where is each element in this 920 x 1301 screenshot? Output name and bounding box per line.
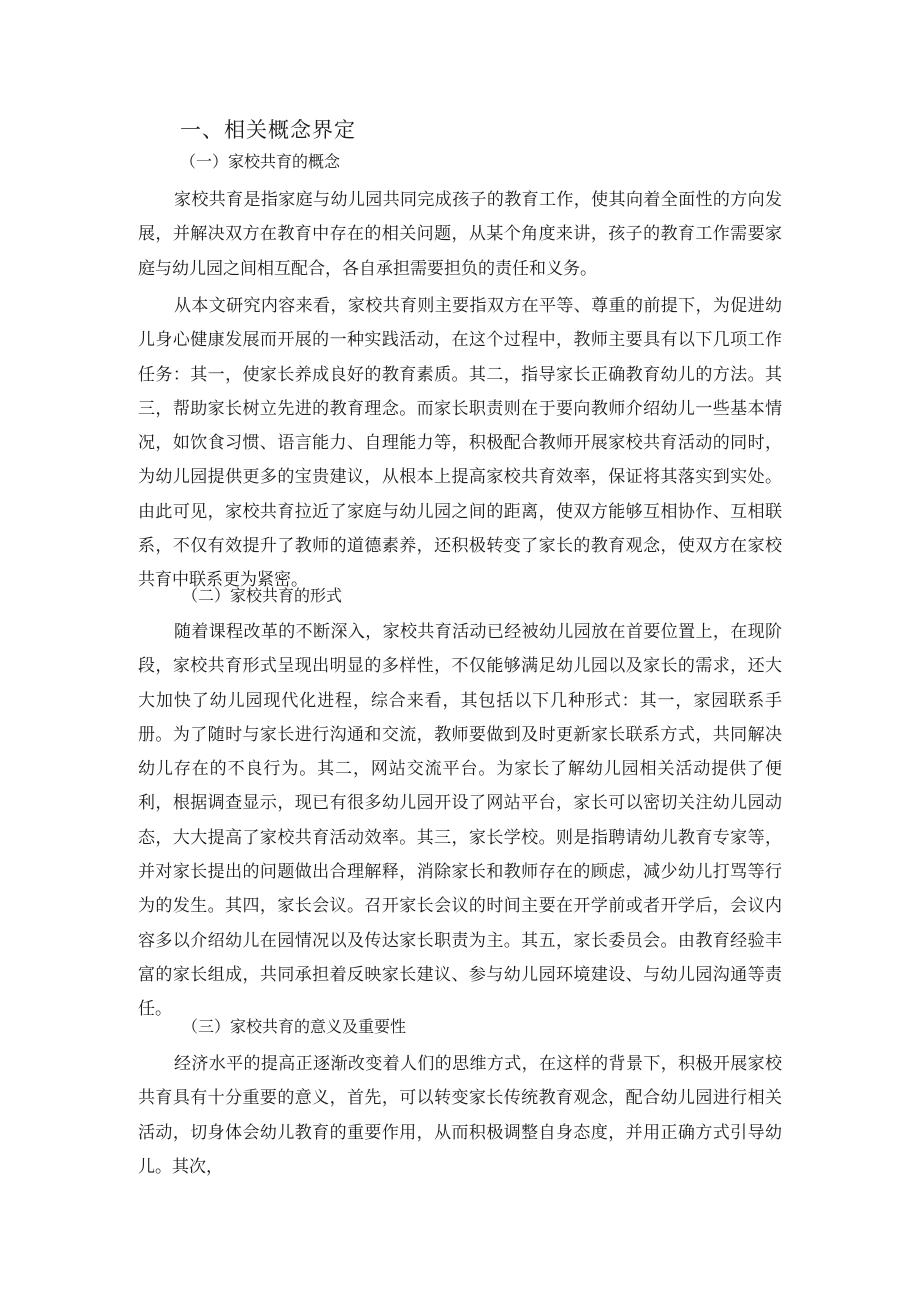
subsection-heading-significance: （三）家校共育的意义及重要性 [182, 1017, 407, 1036]
paragraph-concept-scope: 从本文研究内容来看，家校共育则主要指双方在平等、尊重的前提下，为促进幼儿身心健康发展而开展的一种实践活动，在这个过程中，教师主要具有以下几项工作任务：其一，使家长养成良好的教育素质。其二，指导家长正确教育幼儿的方法。其三，帮助家长树立先进的教育理念。而家长职责则在于要向教师介绍幼儿一些基本情况，如饮食习惯、语言能力、自理能力等，积极配合教师开展家校共育活动的同时，为幼儿园提供更多的宝贵建议，从根本上提高家校共育效率，保证将其落实到实处。由此可见，家校共育拉近了家庭与幼儿园之间的距离，使双方能够互相协作、互相联系，不仅有效提升了教师的道德素养，还积极转变了家长的教育观念，使双方在家校共育中联系更为紧密。 [138, 296, 782, 591]
subsection-heading-forms: （二）家校共育的形式 [182, 586, 343, 605]
section-title: 一、相关概念界定 [180, 118, 356, 142]
paragraph-significance: 经济水平的提高正逐渐改变着人们的思维方式，在这样的背景下，积极开展家校共育具有十分重要的意义，首先，可以转变家长传统教育观念，配合幼儿园进行相关活动，切身体会幼儿教育的重要作用，从而积极调整自身态度，并用正确方式引导幼儿。其次， [138, 1054, 782, 1177]
subsection-heading-concept: （一）家校共育的概念 [180, 152, 341, 171]
paragraph-concept-definition: 家校共育是指家庭与幼儿园共同完成孩子的教育工作，使其向着全面性的方向发展，并解决双方在教育中存在的相关问题，从某个角度来讲，孩子的教育工作需要家庭与幼儿园之间相互配合，各自承担需要担负的责任和义务。 [138, 190, 782, 279]
paragraph-forms: 随着课程改革的不断深入，家校共育活动已经被幼儿园放在首要位置上，在现阶段，家校共育形式呈现出明显的多样性，不仅能够满足幼儿园以及家长的需求，还大大加快了幼儿园现代化进程，综合来看，其包括以下几种形式：其一，家园联系手册。为了随时与家长进行沟通和交流，教师要做到及时更新家长联系方式，共同解决幼儿存在的不良行为。其二，网站交流平台。为家长了解幼儿园相关活动提供了便利，根据调查显示，现已有很多幼儿园开设了网站平台，家长可以密切关注幼儿园动态，大大提高了家校共育活动效率。其三，家长学校。则是指聘请幼儿教育专家等，并对家长提出的问题做出合理解释，消除家长和教师存在的顾虑，减少幼儿打骂等行为的发生。其四，家长会议。召开家长会议的时间主要在开学前或者开学后，会议内容多以介绍幼儿在园情况以及传达家长职责为主。其五，家长委员会。由教育经验丰富的家长组成，共同承担着反映家长建议、参与幼儿园环境建设、与幼儿园沟通等责任。 [138, 622, 782, 1020]
